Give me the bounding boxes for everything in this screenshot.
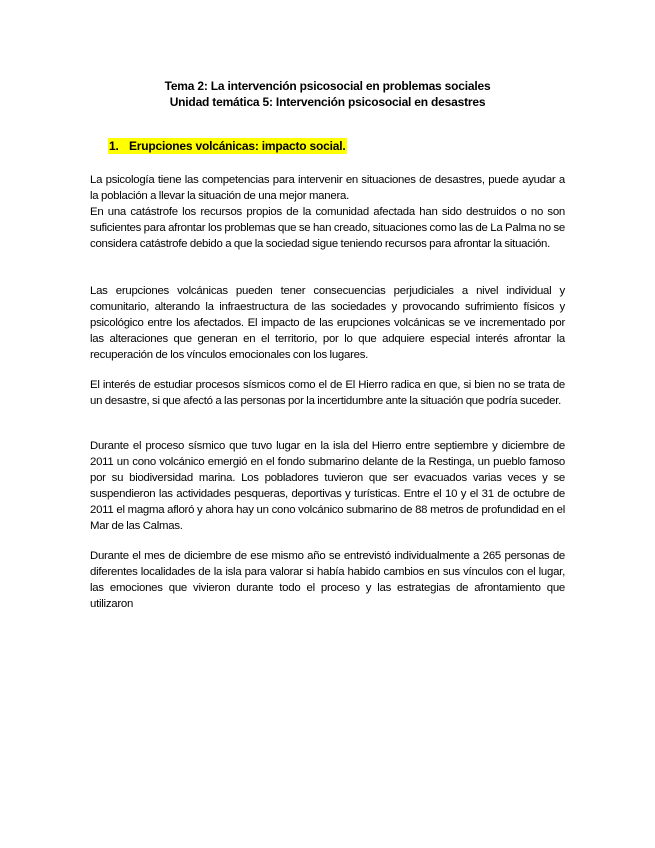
paragraph: El interés de estudiar procesos sísmicos como el de El Hierro radica en que, si bien no se trata de un desastre, si que afectó a las personas por la incertidumbre ante la situación que podría suceder. xyxy=(90,379,565,407)
paragraph-1-block xyxy=(90,172,565,204)
paragraph: En una catástrofe los recursos propios de la comunidad afectada han sido destruidos o no son suficientes para afrontar los problemas que se han creado, situaciones como las de La Palma no se considera catástrofe debido a que la sociedad sigue teniendo recursos para afrontar la situación. xyxy=(90,206,565,250)
paragraph-2-block xyxy=(90,204,565,252)
section-heading-text: Erupciones volcánicas: impacto social. xyxy=(129,139,346,153)
paragraph-5-block xyxy=(90,438,565,534)
paragraph: La psicología tiene las competencias para intervenir en situaciones de desastres, puede ayudar a la población a llevar la situación de una mejor manera. xyxy=(90,174,565,202)
section-heading xyxy=(108,138,347,154)
paragraph: Durante el proceso sísmico que tuvo lugar en la isla del Hierro entre septiembre y diciembre de 2011 un cono volcánico emergió en el fondo submarino delante de la Restinga, un pueblo famoso por su biodiversidad marina. Los pobladores tuvieron que ser evacuados varias veces y se suspendieron las actividades pesqueras, deportivas y turísticas. Entre el 10 y el 31 de octubre de 2011 el magma afloró y ahora hay un cono volcánico submarino de 88 metros de profundidad en el Mar de las Calmas. xyxy=(90,440,565,532)
document-title xyxy=(90,78,565,110)
paragraph: Durante el mes de diciembre de ese mismo año se entrevistó individualmente a 265 personas de diferentes localidades de la isla para valorar si había habido cambios en sus vínculos con el lugar, las emociones que vivieron durante todo el proceso y las estrategias de afrontamiento que utilizaron xyxy=(90,550,565,610)
paragraph-3-block xyxy=(90,283,565,363)
paragraph-6-block xyxy=(90,548,565,612)
title-line-1: Tema 2: La intervención psicosocial en problemas sociales xyxy=(164,79,491,93)
section-number: 1. xyxy=(109,139,119,153)
highlighted-heading xyxy=(108,138,347,154)
paragraph-4-block xyxy=(90,377,565,409)
title-line-2: Unidad temática 5: Intervención psicosocial en desastres xyxy=(169,95,486,109)
paragraph: Las erupciones volcánicas pueden tener consecuencias perjudiciales a nivel individual y comunitario, alterando la infraestructura de las sociedades y provocando sufrimiento físicos y psicológico entre los afectados. El impacto de las erupciones volcánicas se ve incrementado por las alteraciones que generan en el territorio, por lo que adquiere especial interés afrontar la recuperación de los vínculos emocionales con los lugares. xyxy=(90,285,565,361)
